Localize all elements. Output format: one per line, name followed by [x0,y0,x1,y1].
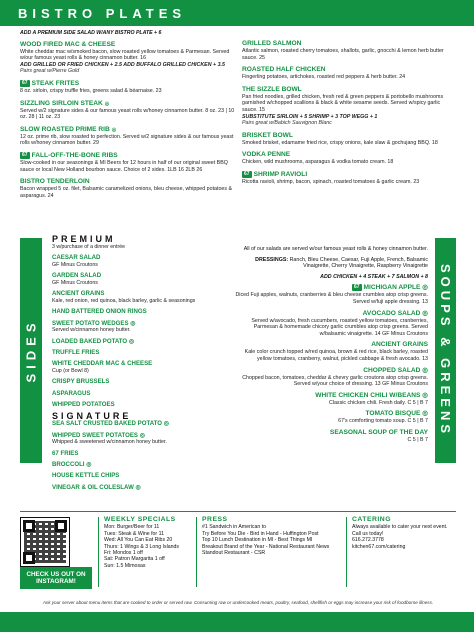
side-item [52,272,222,286]
weekly-special: Mon: Burger/Beer for 11 [104,524,160,531]
side-description: Served w/cinnamon honey butter. [52,327,131,333]
soup-salad-item [232,429,428,444]
side-item [52,461,222,468]
press-mention: #1 Sandwich in American to [202,524,267,531]
side-name: WHIPPED SWEET POTATOES ◎ [52,431,146,439]
side-name: 67 FRIES [52,449,79,457]
side-item [52,432,222,446]
soup-salad-name-text: ANCIENT GRAINS [371,341,428,349]
side-name: SEA SALT CRUSTED BAKED POTATO ◎ [52,420,170,428]
entree-column-left [20,30,235,204]
signature-badge: 67 [244,170,250,177]
side-description: Whipped & sweetened w/cinnamon honey butter. [52,439,167,446]
soup-salad-name [232,410,428,418]
side-name: CAESAR SALAD [52,254,101,262]
soups-greens-label: SOUPS & GREENS [438,263,453,438]
soup-salad-description: Classic chicken chili. Fresh daily. C 5 | B 7 [328,399,428,406]
item-name-text: SIZZLING SIRLOIN STEAK [20,99,103,107]
instagram-callout[interactable]: CHECK US OUT ON INSTAGRAM! [20,567,92,589]
side-item [52,349,222,356]
disclaimer: Ask your server about menu items that are cooked to order or served raw. Consuming raw or undercooked meats, poultry, seafood, shellfish or eggs may increase your risk of foodborne illness. [42,600,434,605]
item-description: Fingerling potatoes, artichokes, roasted red peppers & herb butter. 24 [242,74,406,81]
soup-salad-name [232,392,428,400]
item-description: 8 oz. sirloin, crispy truffle fries, greens salad & béarnaise. 23 [20,87,162,94]
soup-salad-name [232,284,428,292]
press-section: PRESS #1 Sandwich in American to Try Before You Die - Bird in Hand - Huffington Post Top 10 Lunch Destination in MI - Best Things MI Breakout Brand of the Year - National Restaurant News Standout Restaurant - CSR [202,517,347,556]
side-item [52,472,222,479]
wine-pairing: Pairs great w/Pierre Gold [20,68,80,75]
weekly-special: Tues: Steak & Wine for 11 [104,530,164,537]
side-name: GARDEN SALAD [52,272,102,280]
menu-item [242,151,456,166]
menu-item [20,41,235,75]
add-protein-line: ADD CHICKEN + 4 STEAK + 7 SALMON + 8 [320,273,428,280]
item-name [20,80,235,88]
press-mention: Try Before You Die - Bird in Hand - Huffington Post [202,530,319,537]
press-mention: Top 10 Lunch Destination in MI - Best Things MI [202,537,313,544]
soup-salad-description: Served w/avocado, fresh cucumbers, roasted yellow tomatoes, cranberries, Parmesan & homemade chicory garlic crumbles atop crisp greens. Served w/balsamic vinaigrette. 14 GF Minus Croutons [251,317,428,337]
premium-subtitle: 3 w/purchase of a dinner entrée [52,243,125,250]
soup-salad-name [232,341,428,349]
soup-salad-name-text: TOMATO BISQUE ◎ [365,410,428,418]
greens-intro: All of our salads are served w/our famous yeast rolls & honey cinnamon butter. [243,246,428,252]
item-description: Served w/2 signature sides & our famous yeast rolls w/honey cinnamon butter. 8 oz. 23 | 10 oz. 28 | 11 oz. 23 [20,107,235,121]
soup-salad-name-text: SEASONAL SOUP OF THE DAY [329,428,428,436]
menu-item [20,126,235,147]
menu-item [242,40,456,61]
side-item [52,360,222,374]
item-name-text: THE SIZZLE BOWL [242,85,302,93]
item-name [242,171,456,179]
item-name [20,126,235,134]
signature-badge: 67 [353,284,360,291]
side-item [52,254,222,268]
catering-line: kitchen67.com/catering [352,543,406,550]
soup-salad-name-text: AVOCADO SALAD ◎ [362,309,428,317]
side-name: ASPARAGUS [52,389,91,397]
side-item [52,450,222,457]
add-side-note: ADD A PREMIUM SIDE SALAD W/ANY BISTRO PLATE + 6 [20,30,162,36]
item-name-text: BISTRO TENDERLOIN [20,178,90,186]
item-name [20,100,235,108]
item-name [20,41,235,49]
soup-salad-name [232,367,428,375]
catering-line: 616.272.3778 [352,537,384,544]
menu-item [242,86,456,127]
menu-item [20,100,235,121]
side-description: GF Minus Croutons [52,261,98,268]
item-name [242,132,456,140]
side-name: CRISPY BRUSSELS [52,378,110,386]
item-description: Pan fried noodles, grilled chicken, fresh red & green peppers & portobello mushrooms garnished w/chopped scallions & black & white sesame seeds. Served w/spicy garlic sauce. 15 [242,93,444,113]
side-name: HOUSE KETTLE CHIPS [52,472,120,480]
item-description: Atlantic salmon, roasted cherry tomatoes, shallots, garlic, gnocchi & lemon herb butter sauce. 25 [242,48,444,61]
soup-salad-description: 67's comforting tomato soup. C 5 | B 7 [338,418,428,425]
wine-pairing: Pairs great w/Babich Sauvignon Blanc [242,120,332,127]
side-item [52,390,222,397]
menu-item [20,152,235,173]
side-item [52,378,222,385]
side-name: WHIPPED POTATOES [52,401,115,409]
weekly-special: Wed: All You Can Eat Ribs 20 [104,537,173,544]
greens-column [232,246,428,448]
item-description: Chicken, wild mushrooms, asparagus & vodka tomato cream. 18 [242,159,394,166]
soup-salad-name-text: CHOPPED SALAD ◎ [363,366,428,374]
item-description: Bacon wrapped 5 oz. filet, Balsamic caramelized onions, bleu cheese, whipped potatoes & asparagus. 24 [20,186,232,199]
soup-salad-item [232,341,428,362]
item-name [242,151,456,159]
side-item [52,338,222,345]
soup-salad-item [232,410,428,425]
side-name: SWEET POTATO WEDGES ◎ [52,319,136,327]
item-name [20,152,235,160]
menu-item [242,132,456,147]
soup-salad-description: Chopped bacon, tomatoes, cheddar & chevry garlic croutons atop crisp greens. Served w/your choice of dressing. 13 GF Minus Croutons [242,374,428,388]
footer-divider [20,511,456,512]
menu-item [242,66,456,81]
weekly-special: Sun: 1.5 Mimosas [104,562,146,569]
item-name-text: WOOD FIRED MAC & CHEESE [20,40,116,48]
side-name: VINEGAR & OIL COLESLAW ◎ [52,483,141,491]
item-description: Ricotta ravioli, shrimp, bacon, spinach, roasted tomatoes & garlic cream. 23 [242,178,420,185]
signature-badge: 67 [22,151,28,158]
soup-salad-description: Kale color crunch topped w/red quinoa, brown & red rice, black barley, roasted yellow tomatoes, cranberry, walnut, pickled cabbage & fresh avocado. 13 [244,349,428,362]
side-description: Kale, red onion, red quinoa, black barley, garlic & seasonings [52,297,196,304]
item-add-ons: SUBSTITUTE SIRLOIN + 5 SHRIMP + 3 TOP WEGG + 1 [242,113,378,120]
sides-column [52,236,222,495]
item-name-text: SHRIMP RAVIOLI [253,170,308,178]
item-description: White cheddar mac w/smoked bacon, slow roasted yellow tomatoes & Parmesan. Served w/our famous yeast rolls & honey cinnamon butter. 16 [20,48,230,62]
dressings-line: DRESSINGS: Ranch, Bleu Cheese, Caesar, Fuji Apple, French, Balsamic Vinaigrette, Cherry Vinaigrette, Raspberry Vinaigrette [255,256,428,270]
qr-code[interactable] [20,517,70,567]
side-description: Cup (or Bowl 8) [52,367,89,374]
item-name-text: BRISKET BOWL [242,131,293,139]
side-name: HAND BATTERED ONION RINGS [52,308,147,316]
signature-title: SIGNATURE [52,410,132,421]
soup-salad-item [232,392,428,407]
header-bar [0,0,474,26]
side-item [52,420,222,427]
sides-label: SIDES [23,318,39,383]
item-name-text: ROASTED HALF CHICKEN [242,66,326,74]
soup-salad-description: Diced Fuji apples, walnuts, cranberries & bleu cheese crumbles atop crisp greens. Served w/fuji apple dressing. 13 [235,292,428,305]
item-name-text: STEAK FRITES [31,79,80,87]
gluten-free-icon: ◎ [104,100,110,107]
press-mention: Breakout Brand of the Year - National Restaurant News [202,543,330,550]
catering-line: Call us today! [352,530,384,537]
side-name: TRUFFLE FRIES [52,349,100,356]
side-name: LOADED BAKED POTATO ◎ [52,337,135,345]
side-description: GF Minus Croutons [52,279,98,286]
soup-salad-item [232,367,428,388]
item-description: Slow-cooked in our seasonings & MI Beers for 12 hours in half of our original sweet BBQ sauce or local New Holland bourbon sauce. Choice of 2 sides. 1LB 16 2LB 26 [20,159,228,173]
menu-item [20,80,235,95]
soup-salad-item [232,284,428,305]
catering-line: Always available to cater your next event. [352,524,448,531]
page-title: BISTRO PLATES [18,6,187,21]
item-name [242,86,456,94]
side-name: WHITE CHEDDAR MAC & CHEESE [52,360,153,368]
soup-salad-name [232,310,428,318]
footer-separator [98,517,99,587]
menu-item [20,178,235,199]
soup-salad-item [232,310,428,338]
item-name [242,40,456,48]
footer-separator [196,517,197,587]
weekly-specials: WEEKLY SPECIALS Mon: Burger/Beer for 11 Tues: Steak & Wine for 11 Wed: All You Can Eat Ribs 20 Thurs: 1 Wings & 3 Long Islands Fri: Mondos 1 off Sat: Patron Margarita 1 off Sun: 1.5 Mimosas [104,517,196,569]
entree-column-right [242,30,456,191]
signature-badge: 67 [22,79,28,86]
side-name: BROCCOLI ◎ [52,461,92,469]
catering-section: CATERING Always available to cater your next event. Call us today! 616.272.3778 kitchen67.com/catering [352,517,456,550]
press-mention: Standout Restaurant - CSR [202,550,266,557]
item-add-ons: ADD GRILLED OR FRIED CHICKEN + 2.5 ADD BUFFALO GRILLED CHICKEN + 3.5 [20,61,225,68]
item-name-text: GRILLED SALMON [242,40,302,47]
weekly-special: Fri: Mondos 1 off [104,550,143,557]
side-item [52,401,222,408]
item-name [242,66,456,74]
side-name: ANCIENT GRAINS [52,290,105,298]
premium-title: PREMIUM [52,234,116,244]
menu-item [242,171,456,186]
side-item [52,308,222,315]
soup-salad-description: C 5 | B 7 [407,436,428,443]
footer-separator [346,517,347,587]
item-name [20,178,235,186]
side-item [52,484,222,491]
weekly-special: Thurs: 1 Wings & 3 Long Islands [104,543,179,550]
bottom-bar [0,612,474,632]
side-item [52,290,222,304]
soup-salad-name-text: WHITE CHICKEN CHILI W/BEANS ◎ [315,391,428,399]
gluten-free-icon: ◎ [111,126,117,133]
item-name-text: FALL-OFF-THE-BONE RIBS [31,151,118,159]
soup-salad-name [232,429,428,437]
item-name-text: VODKA PENNE [242,151,291,159]
weekly-special: Sat: Patron Margarita 1 off [104,556,165,563]
soup-salad-name-text: MICHIGAN APPLE ◎ [363,284,428,292]
item-description: 12 oz. prime rib, slow roasted to perfection. Served w/2 signature sides & our famous yeast rolls w/honey cinnamon butter. 29 [20,133,234,147]
item-name-text: SLOW ROASTED PRIME RIB [20,125,110,133]
side-item [52,320,222,334]
item-description: Smoked brisket, edamame fried rice, crispy onions, kale slaw & gochujang BBQ. 18 [242,139,438,146]
